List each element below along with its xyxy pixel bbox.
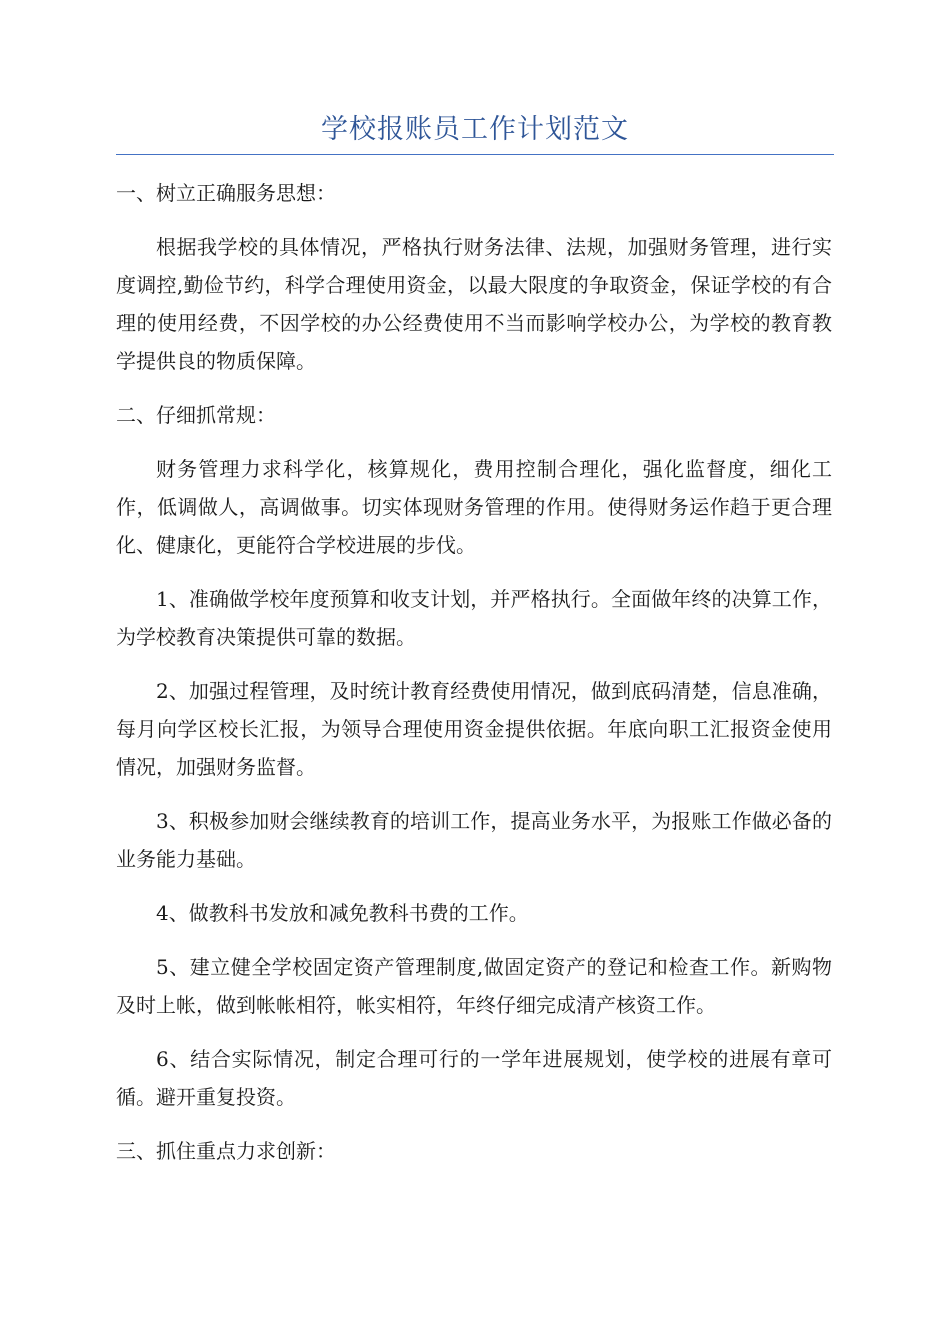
section-heading-2: 二、仔细抓常规： <box>116 403 276 427</box>
section-heading-1: 一、树立正确服务思想： <box>116 181 336 205</box>
document-title: 学校报账员工作计划范文 <box>321 114 629 145</box>
list-item-5: 5、建立健全学校固定资产管理制度,做固定资产的登记和检查工作。新购物及时上帐，做到帐帐相符，帐实相符，年终仔细完成清产核资工作。 <box>116 955 832 1017</box>
list-item-3: 3、积极参加财会继续教育的培训工作，提高业务水平，为报账工作做必备的业务能力基础。 <box>116 809 832 871</box>
section-heading-3: 三、抓住重点力求创新： <box>116 1139 336 1163</box>
paragraph-1: 根据我学校的具体情况，严格执行财务法律、法规，加强财务管理，进行实度调控,勤俭节约，科学合理使用资金，以最大限度的争取资金，保证学校的有合理的使用经费，不因学校的办公经费使用不当而影响学校办公，为学校的教育教学提供良的物质保障。 <box>116 235 832 373</box>
list-item-6: 6、结合实际情况，制定合理可行的一学年进展规划，使学校的进展有章可循。避开重复投资。 <box>116 1047 832 1109</box>
paragraph-2: 财务管理力求科学化，核算规化，费用控制合理化，强化监督度，细化工作，低调做人，高调做事。切实体现财务管理的作用。使得财务运作趋于更合理化、健康化，更能符合学校进展的步伐。 <box>116 457 832 557</box>
document-body <box>116 174 832 1186</box>
list-item-4: 4、做教科书发放和减免教科书费的工作。 <box>156 901 529 925</box>
title-underline <box>116 154 834 155</box>
list-item-2: 2、加强过程管理，及时统计教育经费使用情况，做到底码清楚，信息准确，每月向学区校长汇报，为领导合理使用资金提供依据。年底向职工汇报资金使用情况，加强财务监督。 <box>116 679 832 779</box>
list-item-1: 1、准确做学校年度预算和收支计划，并严格执行。全面做年终的决算工作，为学校教育决策提供可靠的数据。 <box>116 587 832 649</box>
